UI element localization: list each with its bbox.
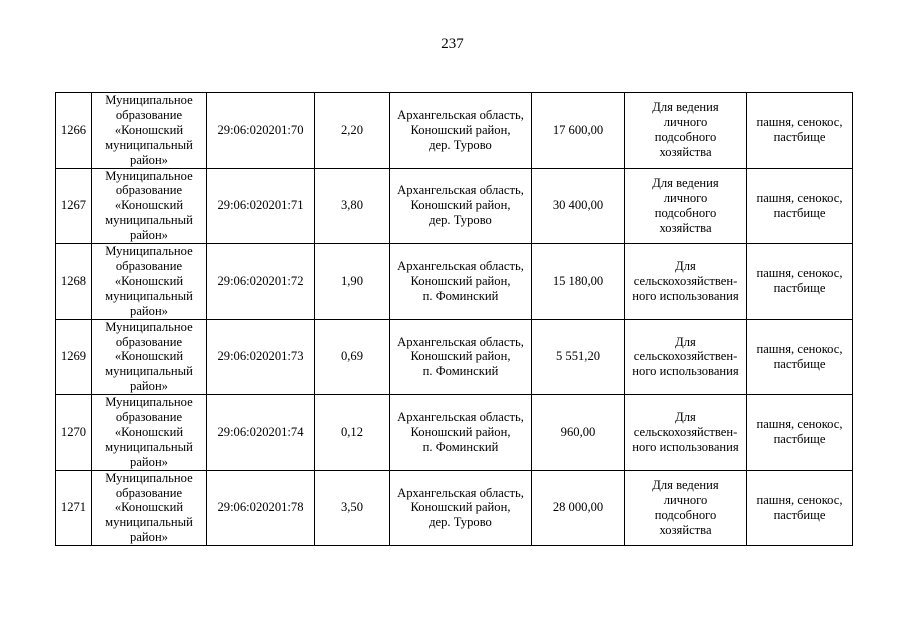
row-number-cell: 1270 bbox=[56, 395, 92, 471]
owner-line: «Коношский bbox=[114, 273, 184, 288]
land-type-cell bbox=[747, 244, 853, 320]
permitted-use-line: ного использования bbox=[632, 288, 739, 303]
page-number: 237 bbox=[441, 36, 464, 52]
address-line: Коношский район, bbox=[410, 198, 511, 213]
permitted-use-line: ного использования bbox=[632, 364, 739, 379]
address-cell bbox=[390, 319, 532, 395]
area-cell: 0,69 bbox=[315, 319, 390, 395]
owner-line: «Коношский bbox=[114, 500, 184, 515]
owner-line: муниципальный bbox=[105, 515, 193, 530]
owner-line: район» bbox=[130, 152, 168, 167]
address-cell bbox=[390, 395, 532, 471]
address-line: Коношский район, bbox=[410, 273, 511, 288]
owner-line: «Коношский bbox=[114, 122, 184, 137]
address-line: Архангельская область, bbox=[397, 107, 524, 122]
land-type-cell bbox=[747, 168, 853, 244]
permitted-use-line: ного использования bbox=[632, 439, 739, 454]
cadastral-number-cell: 29:06:020201:70 bbox=[207, 93, 315, 169]
land-type-cell bbox=[747, 319, 853, 395]
cadastral-value-cell: 5 551,20 bbox=[532, 319, 625, 395]
address-line: дер. Турово bbox=[429, 515, 492, 530]
address-cell bbox=[390, 244, 532, 320]
permitted-use-cell bbox=[625, 395, 747, 471]
address-line: дер. Турово bbox=[429, 137, 492, 152]
area-cell: 3,50 bbox=[315, 470, 390, 546]
table-row bbox=[56, 395, 853, 471]
owner-line: Муниципальное bbox=[105, 244, 193, 259]
cadastral-value-cell: 28 000,00 bbox=[532, 470, 625, 546]
row-number-cell: 1269 bbox=[56, 319, 92, 395]
cadastral-value-cell: 17 600,00 bbox=[532, 93, 625, 169]
permitted-use-line: личного bbox=[663, 190, 708, 205]
address-line: Коношский район, bbox=[410, 424, 511, 439]
land-type-line: пашня, сенокос, bbox=[756, 115, 843, 130]
owner-line: Муниципальное bbox=[105, 395, 193, 410]
cadastral-number-cell: 29:06:020201:74 bbox=[207, 395, 315, 471]
owner-line: район» bbox=[130, 228, 168, 243]
owner-line: образование bbox=[115, 258, 183, 273]
land-type-line: пастбище bbox=[773, 130, 826, 145]
permitted-use-cell bbox=[625, 244, 747, 320]
row-number-cell: 1271 bbox=[56, 470, 92, 546]
address-line: п. Фоминский bbox=[422, 364, 499, 379]
land-type-line: пастбище bbox=[773, 356, 826, 371]
table-row bbox=[56, 319, 853, 395]
table-row bbox=[56, 244, 853, 320]
permitted-use-line: подсобного bbox=[654, 130, 717, 145]
owner-line: Муниципальное bbox=[105, 470, 193, 485]
cadastral-number-cell: 29:06:020201:72 bbox=[207, 244, 315, 320]
address-cell bbox=[390, 470, 532, 546]
cadastral-value-cell: 30 400,00 bbox=[532, 168, 625, 244]
table-row bbox=[56, 470, 853, 546]
address-line: Архангельская область, bbox=[397, 410, 524, 425]
permitted-use-line: личного bbox=[663, 115, 708, 130]
land-type-line: пашня, сенокос, bbox=[756, 266, 843, 281]
area-cell: 0,12 bbox=[315, 395, 390, 471]
land-type-line: пашня, сенокос, bbox=[756, 190, 843, 205]
permitted-use-line: Для bbox=[675, 410, 696, 425]
owner-line: образование bbox=[115, 107, 183, 122]
owner-line: «Коношский bbox=[114, 349, 184, 364]
owner-cell bbox=[92, 168, 207, 244]
land-type-line: пастбище bbox=[773, 507, 826, 522]
permitted-use-line: Для ведения bbox=[652, 478, 719, 493]
owner-line: район» bbox=[130, 303, 168, 318]
table-row bbox=[56, 168, 853, 244]
owner-line: муниципальный bbox=[105, 364, 193, 379]
owner-cell bbox=[92, 470, 207, 546]
address-line: Архангельская область, bbox=[397, 258, 524, 273]
permitted-use-line: Для ведения bbox=[652, 100, 719, 115]
owner-line: район» bbox=[130, 454, 168, 469]
permitted-use-line: подсобного bbox=[654, 507, 717, 522]
address-line: п. Фоминский bbox=[422, 439, 499, 454]
owner-cell bbox=[92, 319, 207, 395]
land-type-cell bbox=[747, 395, 853, 471]
land-type-line: пашня, сенокос, bbox=[756, 493, 843, 508]
owner-line: «Коношский bbox=[114, 198, 184, 213]
owner-cell bbox=[92, 395, 207, 471]
land-type-line: пастбище bbox=[773, 205, 826, 220]
address-cell bbox=[390, 168, 532, 244]
permitted-use-cell bbox=[625, 168, 747, 244]
land-plots-table bbox=[55, 92, 853, 546]
address-line: Коношский район, bbox=[410, 122, 511, 137]
land-type-line: пастбище bbox=[773, 281, 826, 296]
owner-line: район» bbox=[130, 530, 168, 545]
owner-line: «Коношский bbox=[114, 424, 184, 439]
address-cell bbox=[390, 93, 532, 169]
permitted-use-line: хозяйства bbox=[659, 220, 712, 235]
address-line: Архангельская область, bbox=[397, 485, 524, 500]
owner-cell bbox=[92, 244, 207, 320]
area-cell: 2,20 bbox=[315, 93, 390, 169]
owner-line: Муниципальное bbox=[105, 93, 193, 107]
permitted-use-cell bbox=[625, 470, 747, 546]
permitted-use-line: Для ведения bbox=[652, 175, 719, 190]
owner-line: муниципальный bbox=[105, 439, 193, 454]
cadastral-number-cell: 29:06:020201:73 bbox=[207, 319, 315, 395]
cadastral-value-cell: 15 180,00 bbox=[532, 244, 625, 320]
owner-line: образование bbox=[115, 334, 183, 349]
permitted-use-line: сельскохозяйствен- bbox=[633, 273, 738, 288]
permitted-use-line: Для bbox=[675, 334, 696, 349]
address-line: Архангельская область, bbox=[397, 334, 524, 349]
permitted-use-cell bbox=[625, 93, 747, 169]
permitted-use-cell bbox=[625, 319, 747, 395]
permitted-use-line: сельскохозяйствен- bbox=[633, 424, 738, 439]
owner-cell bbox=[92, 93, 207, 169]
cadastral-number-cell: 29:06:020201:78 bbox=[207, 470, 315, 546]
permitted-use-line: хозяйства bbox=[659, 145, 712, 160]
owner-line: Муниципальное bbox=[105, 168, 193, 183]
row-number-cell: 1267 bbox=[56, 168, 92, 244]
cadastral-value-cell: 960,00 bbox=[532, 395, 625, 471]
area-cell: 1,90 bbox=[315, 244, 390, 320]
permitted-use-line: личного bbox=[663, 493, 708, 508]
owner-line: муниципальный bbox=[105, 288, 193, 303]
owner-line: район» bbox=[130, 379, 168, 394]
permitted-use-line: сельскохозяйствен- bbox=[633, 349, 738, 364]
address-line: Коношский район, bbox=[410, 500, 511, 515]
address-line: п. Фоминский bbox=[422, 288, 499, 303]
row-number-cell: 1268 bbox=[56, 244, 92, 320]
land-type-line: пашня, сенокос, bbox=[756, 341, 843, 356]
table-row bbox=[56, 93, 853, 169]
table-body bbox=[56, 93, 853, 546]
owner-line: образование bbox=[115, 485, 183, 500]
owner-line: Муниципальное bbox=[105, 319, 193, 334]
permitted-use-line: хозяйства bbox=[659, 522, 712, 537]
address-line: Коношский район, bbox=[410, 349, 511, 364]
owner-line: муниципальный bbox=[105, 137, 193, 152]
address-line: Архангельская область, bbox=[397, 183, 524, 198]
permitted-use-line: подсобного bbox=[654, 205, 717, 220]
land-type-cell bbox=[747, 470, 853, 546]
owner-line: образование bbox=[115, 410, 183, 425]
permitted-use-line: Для bbox=[675, 258, 696, 273]
area-cell: 3,80 bbox=[315, 168, 390, 244]
owner-line: образование bbox=[115, 183, 183, 198]
land-type-line: пастбище bbox=[773, 432, 826, 447]
row-number-cell: 1266 bbox=[56, 93, 92, 169]
land-type-line: пашня, сенокос, bbox=[756, 417, 843, 432]
cadastral-number-cell: 29:06:020201:71 bbox=[207, 168, 315, 244]
address-line: дер. Турово bbox=[429, 213, 492, 228]
land-type-cell bbox=[747, 93, 853, 169]
owner-line: муниципальный bbox=[105, 213, 193, 228]
